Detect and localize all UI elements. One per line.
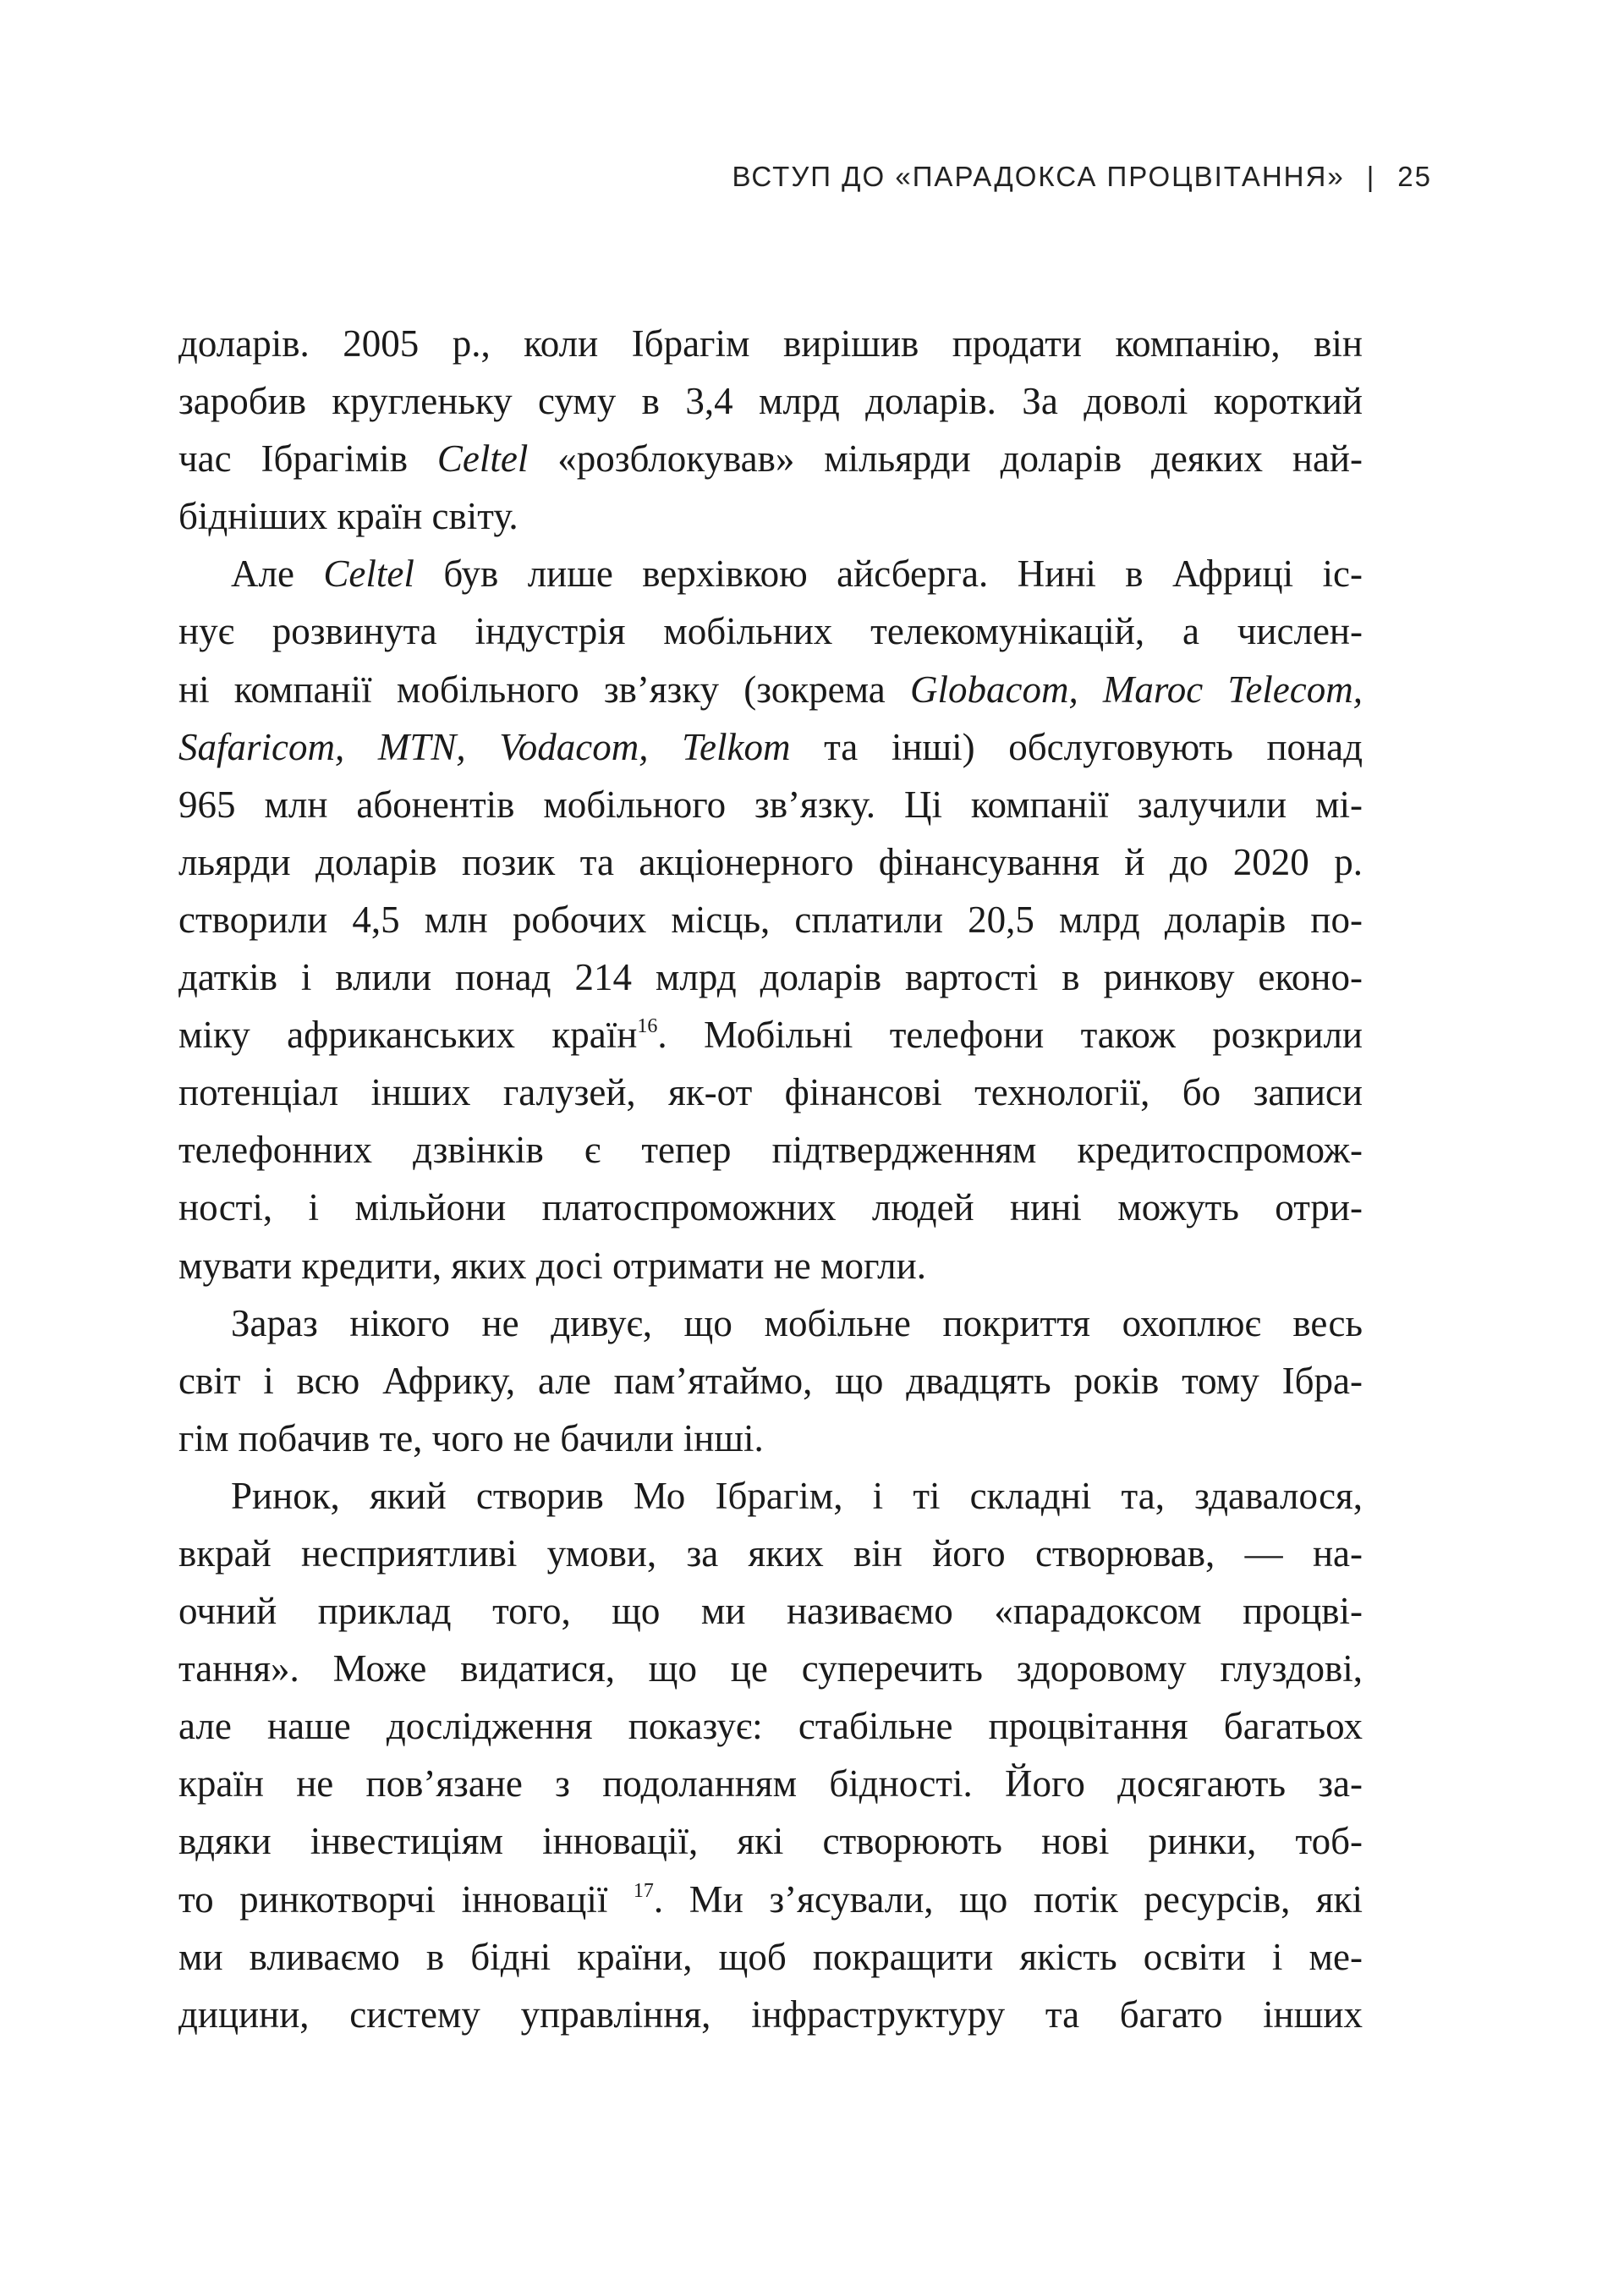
- text-segment: потенціал інших галузей, як-от фінансові технології, бо записи: [178, 1071, 1363, 1114]
- text-segment: очний приклад того, що ми називаємо «парадоксом процві-: [178, 1590, 1363, 1633]
- text-segment: дицини, систему управління, інфраструктуру та багато інших: [178, 1992, 1363, 2036]
- text-segment: телефонних дзвінків є тепер підтвердженням кредитоспромож-: [178, 1129, 1363, 1172]
- text-line: [178, 661, 1363, 718]
- text-segment: мувати кредити, яких досі отримати не могли.: [178, 1244, 926, 1287]
- page-number: 25: [1397, 161, 1432, 192]
- text-segment: ми вливаємо в бідні країни, щоб покращити якість освіти і ме-: [178, 1935, 1363, 1978]
- text-segment: час Ібрагімів: [178, 437, 437, 481]
- text-line: [178, 1352, 1363, 1410]
- footnote-reference: 16: [637, 1015, 658, 1038]
- text-segment: нує розвинута індустрія мобільних телекомунікацій, а числен-: [178, 610, 1363, 653]
- text-segment: Але: [231, 552, 324, 596]
- italic-text: Globacom, Maroc Telecom,: [909, 668, 1363, 711]
- text-segment: але наше дослідження показує: стабільне процвітання багатьох: [178, 1705, 1363, 1748]
- text-line: [178, 1812, 1363, 1870]
- text-line: [178, 1064, 1363, 1121]
- text-line: [178, 1928, 1363, 1986]
- text-segment: Ринок, який створив Мо Ібрагім, і ті складні та, здавалося,: [231, 1474, 1363, 1517]
- text-line: [178, 1871, 1363, 1928]
- italic-text: Safaricom, MTN, Vodacom, Telkom: [178, 725, 791, 768]
- text-line: [178, 1467, 1363, 1525]
- footnote-reference: 17: [633, 1879, 654, 1902]
- text-line: [178, 1525, 1363, 1582]
- text-segment: льярди доларів позик та акціонерного фінансування й до 2020 р.: [178, 840, 1363, 883]
- italic-text: Celtel: [436, 437, 529, 481]
- text-line: [178, 1410, 1363, 1467]
- text-line: [178, 1582, 1363, 1640]
- text-segment: та інші) обслуговують понад: [790, 725, 1363, 768]
- text-line: [178, 1986, 1363, 2043]
- text-segment: «розблокував» мільярди доларів деяких най-: [528, 437, 1363, 481]
- text-segment: ності, і мільйони платоспроможних людей нині можуть отри-: [178, 1186, 1363, 1229]
- text-line: [178, 1755, 1363, 1812]
- text-line: [178, 1294, 1363, 1352]
- text-line: [178, 1640, 1363, 1697]
- text-segment: . Ми з’ясували, що потік ресурсів, які: [653, 1877, 1363, 1921]
- text-segment: вкрай несприятливі умови, за яких він його створював, — на-: [178, 1531, 1363, 1575]
- text-segment: Зараз нікого не дивує, що мобільне покриття охоплює весь: [231, 1301, 1363, 1344]
- text-line: [178, 545, 1363, 602]
- text-line: [178, 948, 1363, 1006]
- text-segment: створили 4,5 млн робочих місць, сплатили 20,5 млрд доларів по-: [178, 898, 1363, 941]
- text-line: [178, 718, 1363, 776]
- text-line: [178, 430, 1363, 487]
- running-header: [732, 161, 1432, 193]
- text-line: [178, 833, 1363, 891]
- text-line: [178, 315, 1363, 372]
- body-text: [178, 315, 1363, 2043]
- chapter-title: ВСТУП ДО «ПАРАДОКСА ПРОЦВІТАННЯ»: [732, 161, 1345, 192]
- text-line: [178, 1237, 1363, 1294]
- text-segment: . Мобільні телефони також розкрили: [657, 1014, 1363, 1057]
- text-line: [178, 1697, 1363, 1755]
- text-segment: доларів. 2005 р., коли Ібрагім вирішив продати компанію, він: [178, 322, 1363, 365]
- text-segment: країн не пов’язане з подоланням бідності. Його досягають за-: [178, 1762, 1363, 1806]
- text-segment: вдяки інвестиціям інновації, які створюють нові ринки, тоб-: [178, 1820, 1363, 1863]
- text-segment: датків і влили понад 214 млрд доларів вартості в ринкову еконо-: [178, 956, 1363, 999]
- text-line: [178, 1006, 1363, 1064]
- text-segment: був лише верхівкою айсберга. Нині в Африці іс-: [414, 552, 1363, 596]
- text-segment: бідніших країн світу.: [178, 495, 518, 538]
- text-segment: то ринкотворчі інновації: [178, 1877, 634, 1921]
- italic-text: Celtel: [323, 552, 414, 596]
- text-line: [178, 487, 1363, 545]
- text-segment: заробив кругленьку суму в 3,4 млрд доларів. За доволі короткий: [178, 380, 1363, 423]
- text-segment: світ і всю Африку, але пам’ятаймо, що двадцять років тому Ібра-: [178, 1359, 1363, 1402]
- text-line: [178, 1179, 1363, 1236]
- text-segment: ні компанії мобільного зв’язку (зокрема: [178, 668, 910, 711]
- text-line: [178, 891, 1363, 948]
- text-segment: міку африканських країн: [178, 1014, 638, 1057]
- text-line: [178, 776, 1363, 833]
- text-line: [178, 372, 1363, 430]
- text-line: [178, 1121, 1363, 1179]
- header-separator: |: [1366, 161, 1376, 192]
- text-segment: тання». Може видатися, що це суперечить здоровому глуздові,: [178, 1647, 1363, 1690]
- text-line: [178, 602, 1363, 660]
- text-segment: 965 млн абонентів мобільного зв’язку. Ці компанії залучили мі-: [178, 783, 1363, 826]
- text-segment: гім побачив те, чого не бачили інші.: [178, 1416, 764, 1459]
